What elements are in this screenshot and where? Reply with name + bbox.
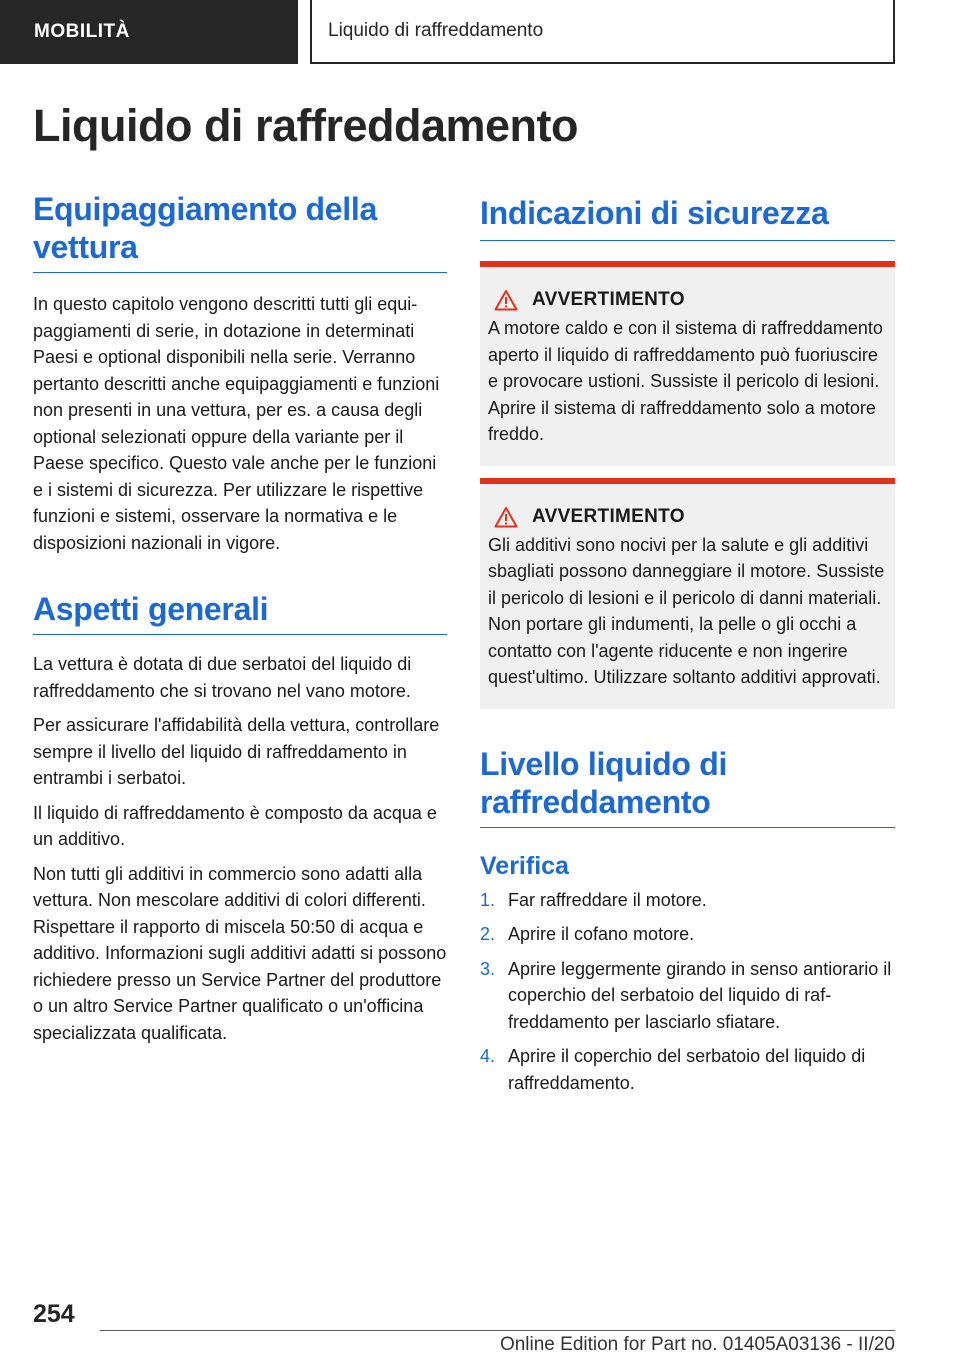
- list-item: [480, 887, 895, 914]
- header-topic-tab: Liquido di raffreddamento: [310, 0, 895, 64]
- warning-title: AVVERTIMENTO: [532, 505, 685, 527]
- general-paragraph: Per assicurare l'affidabilità della vettura, controllare sempre il livello del liquido di raffreddamento in entrambi i serbatoi.: [33, 715, 440, 788]
- right-column: [480, 190, 895, 1104]
- warning-box: [480, 478, 895, 709]
- step-text: Far raffreddare il motore.: [508, 889, 707, 910]
- step-text: Aprire il cofano motore.: [508, 924, 695, 944]
- safety-heading: Indicazioni di sicurezza: [480, 190, 895, 241]
- warning-triangle-icon: [494, 289, 518, 311]
- list-item: [480, 921, 895, 948]
- warning-text: Gli additivi sono nocivi per la salute e gli additivi sbagliati possono danneggiare il motore. Sussiste il pericolo di lesioni e il pericolo di danni materiali. Non portare gli indumenti, la pelle o gli occhi a contatto con l'agente riducente e non ingerire quest'ultimo. Utilizzare soltanto additivi approvati.: [488, 534, 885, 687]
- check-heading: Verifica: [480, 851, 569, 880]
- step-number: 1.: [480, 889, 496, 910]
- step-number: 4.: [480, 1046, 496, 1066]
- warning-title: AVVERTIMENTO: [532, 289, 685, 310]
- equipment-text: In questo capitolo vengono descritti tutti gli equipaggiamenti di serie, in dotazione in determinati Paesi e optional disponibili nella serie. Verranno pertanto descritti anche equipaggiamenti e funzioni non presenti in una vettura, per es. a causa degli optional selezionati oppure della variante per il Paese specifico. Questo vale anche per le funzioni e i sistemi di sicurezza. Per utilizzare le rispettive funzioni e sistemi, osservare la normativa e le disposizioni nazionali in vigore.: [33, 294, 440, 553]
- general-heading: Aspetti generali: [33, 590, 447, 635]
- general-paragraph: Non tutti gli additivi in commercio sono adatti alla vettura. Non mescolare additivi di colori differenti. Rispettare il rapporto di miscela 50:50 di acqua e additivo. Informazioni sugli additivi adatti si possono richiedere presso un Service Partner del produttore o un altro Service Partner qualificato o un'officina specializzata qualificata.: [33, 863, 447, 1043]
- step-text: Aprire leggermente girando in senso antiorario il coperchio del serbatoio del liquido di raffreddamento per lasciarlo sfiatare.: [508, 958, 892, 1032]
- page-title: Liquido di raffreddamento: [33, 100, 578, 151]
- equipment-heading: Equipaggiamento della vettura: [33, 190, 447, 273]
- general-paragraph: Il liquido di raffreddamento è composto da acqua e un additivo.: [33, 802, 437, 849]
- steps-list: [480, 887, 895, 1097]
- warning-triangle-icon: [494, 506, 518, 528]
- warning-text: A motore caldo e con il sistema di raffreddamento aperto il liquido di raffreddamento può fuoriuscire e provocare ustioni. Sussiste il pericolo di lesioni. Aprire il sistema di raffreddamento solo a motore freddo.: [488, 318, 883, 444]
- footer-divider: [100, 1330, 895, 1331]
- general-paragraph: La vettura è dotata di due serbatoi del liquido di raffreddamento che si trovano nel vano motore.: [33, 654, 412, 701]
- warning-box: [480, 261, 895, 466]
- left-column: [33, 190, 447, 1046]
- page-number: 254: [33, 1300, 75, 1328]
- step-number: 2.: [480, 924, 496, 944]
- step-text: Aprire il coperchio del serbatoio del liquido di raffreddamento.: [508, 1046, 866, 1093]
- step-number: 3.: [480, 958, 496, 979]
- level-heading: Livello liquido di raffreddamento: [480, 745, 895, 828]
- list-item: [480, 956, 895, 1036]
- list-item: [480, 1043, 895, 1096]
- footer-edition: Online Edition for Part no. 01405A03136 - II/20: [499, 1334, 895, 1355]
- header-section-tab: MOBILITÀ: [0, 0, 298, 64]
